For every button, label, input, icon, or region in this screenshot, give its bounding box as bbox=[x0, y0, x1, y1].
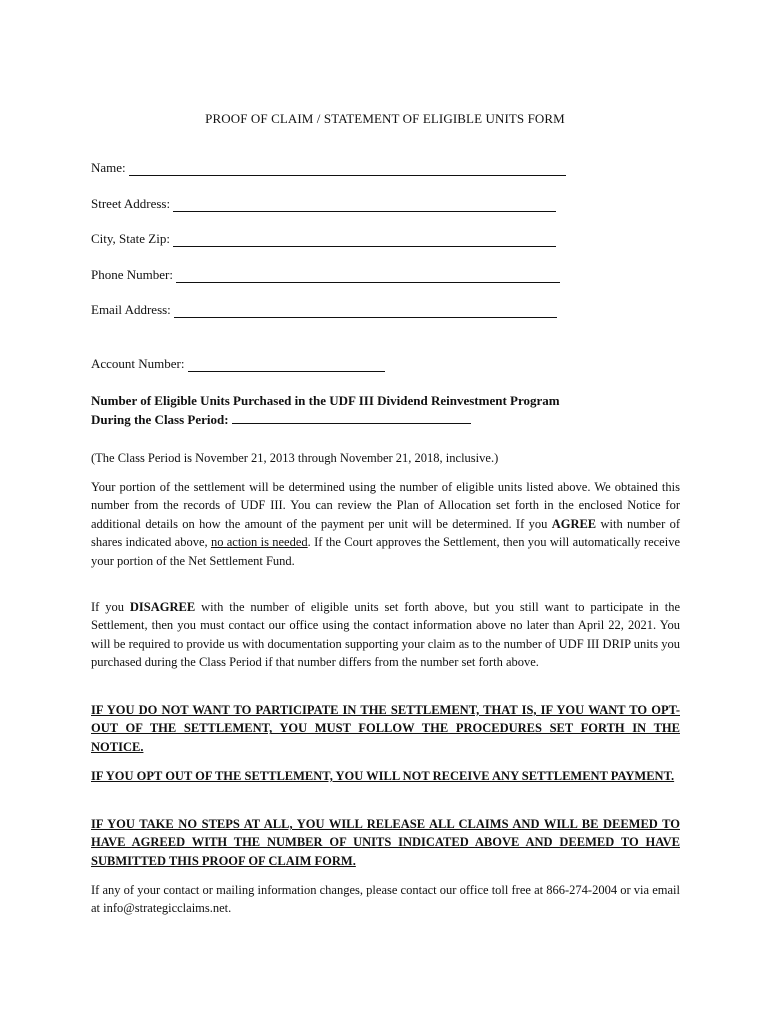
agree-paragraph-text-3: . If the Court approves the Settlement, then you will automatically receive your portion of the Net Settlement Fund. bbox=[91, 535, 680, 568]
no-steps-notice: IF YOU TAKE NO STEPS AT ALL, YOU WILL RELEASE ALL CLAIMS AND WILL BE DEEMED TO HAVE AGREED WITH THE NUMBER OF UNITS INDICATED ABOVE AND DEEMED TO HAVE SUBMITTED THIS PROOF OF CLAIM FORM. bbox=[91, 817, 680, 868]
phone-number-label: Phone Number: bbox=[91, 267, 173, 282]
eligible-units-heading-line2 bbox=[91, 410, 691, 429]
disagree-paragraph-text-2: with the number of eligible units set forth above, but you still want to participate in the Settlement, then you must contact our office using the contact information above no later than April 22, 2021. You will be required to provide us with documentation supporting your claim as to the number of UDF III DRIP units you purchased during the Class Period if that number differs from the number set forth above. bbox=[91, 600, 680, 670]
street-address-field[interactable] bbox=[91, 196, 556, 212]
class-period-label: During the Class Period: bbox=[91, 412, 229, 427]
account-number-field[interactable] bbox=[91, 356, 385, 372]
eligible-units-heading bbox=[91, 391, 691, 429]
email-address-label: Email Address: bbox=[91, 302, 171, 317]
no-action-needed-text: no action is needed bbox=[210, 535, 308, 550]
name-field[interactable] bbox=[91, 160, 566, 176]
name-blank-line[interactable] bbox=[129, 163, 566, 176]
form-title: PROOF OF CLAIM / STATEMENT OF ELIGIBLE UNITS FORM bbox=[205, 111, 565, 126]
disagree-paragraph-text-1: If you bbox=[91, 600, 130, 614]
phone-number-field[interactable] bbox=[91, 267, 560, 283]
city-state-zip-field[interactable] bbox=[91, 231, 556, 247]
street-address-label: Street Address: bbox=[91, 196, 171, 211]
contact-paragraph: If any of your contact or mailing information changes, please contact our office toll free at 866-274-2004 or via email at info@strategicclaims.net. bbox=[91, 883, 680, 916]
opt-out-notice: IF YOU DO NOT WANT TO PARTICIPATE IN THE SETTLEMENT, THAT IS, IF YOU WANT TO OPT-OUT OF THE SETTLEMENT, YOU MUST FOLLOW THE PROCEDURES SET FORTH IN THE NOTICE. bbox=[91, 703, 680, 754]
city-state-zip-blank-line[interactable] bbox=[173, 234, 556, 247]
class-period-note: (The Class Period is November 21, 2013 through November 21, 2018, inclusive.) bbox=[91, 451, 499, 465]
agree-paragraph-text-2: with number of shares indicated above, bbox=[91, 516, 680, 550]
email-address-field[interactable] bbox=[91, 302, 557, 318]
agree-paragraph-text-1: Your portion of the settlement will be determined using the number of eligible units listed above. We obtained this number from the records of UDF III. You can review the Plan of Allocation set forth in the enclosed Notice for additional details on how the amount of the payment per unit will be determined. If you bbox=[91, 480, 680, 531]
agree-keyword: AGREE bbox=[551, 516, 597, 531]
phone-number-blank-line[interactable] bbox=[176, 270, 560, 283]
account-number-label: Account Number: bbox=[91, 356, 185, 371]
eligible-units-blank-line[interactable] bbox=[232, 411, 471, 424]
city-state-zip-label: City, State Zip: bbox=[91, 231, 170, 246]
disagree-paragraph bbox=[91, 598, 680, 672]
account-number-blank-line[interactable] bbox=[188, 359, 385, 372]
eligible-units-heading-line1: Number of Eligible Units Purchased in the UDF III Dividend Reinvestment Program bbox=[91, 393, 560, 408]
email-address-blank-line[interactable] bbox=[174, 305, 557, 318]
no-payment-notice: IF YOU OPT OUT OF THE SETTLEMENT, YOU WILL NOT RECEIVE ANY SETTLEMENT PAYMENT. bbox=[91, 769, 675, 783]
disagree-keyword: DISAGREE bbox=[129, 600, 196, 614]
name-label: Name: bbox=[91, 160, 126, 175]
street-address-blank-line[interactable] bbox=[173, 199, 556, 212]
agree-paragraph bbox=[91, 478, 680, 570]
